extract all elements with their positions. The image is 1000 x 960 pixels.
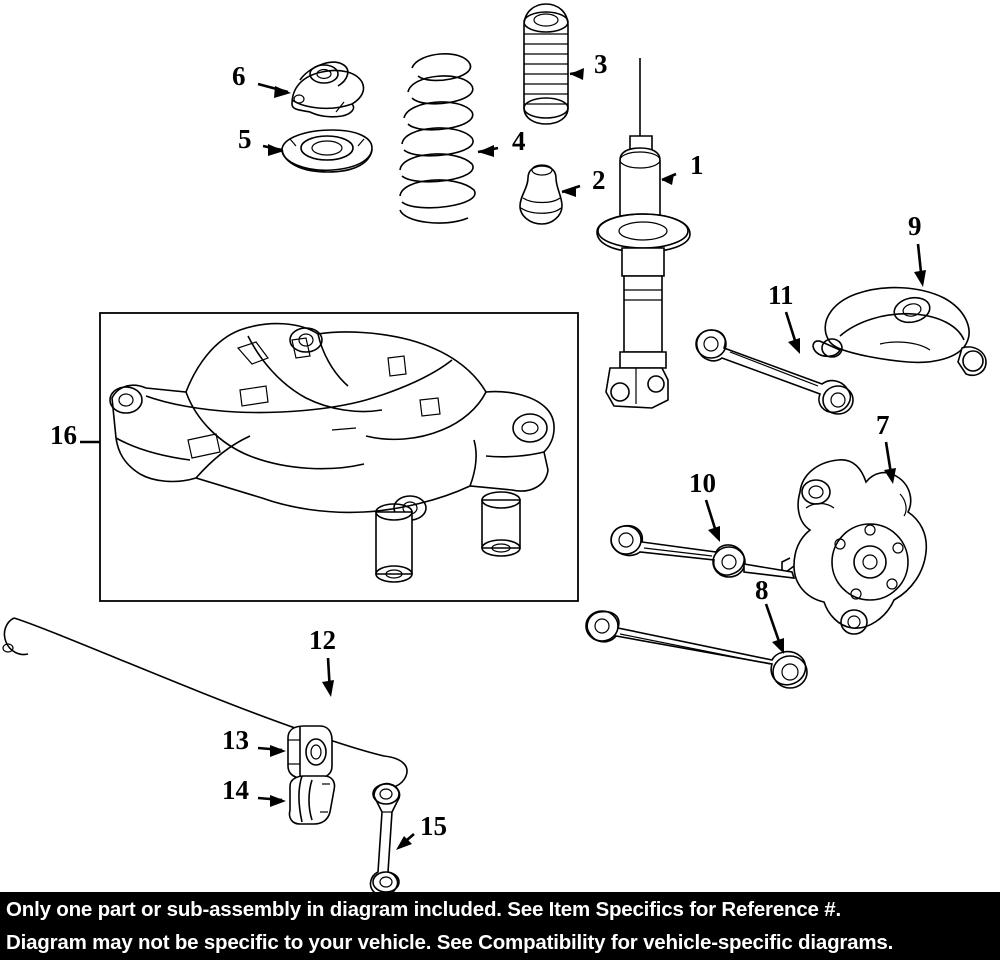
part-sway-bar-bracket [289, 776, 334, 824]
callout-11: 11 [768, 280, 794, 310]
part-dust-boot-cover [524, 4, 568, 124]
callout-7: 7 [876, 410, 890, 440]
callout-10: 10 [689, 468, 716, 498]
callout-14: 14 [222, 775, 249, 805]
part-stabilizer-link [371, 784, 400, 896]
part-stabilizer-sway-bar [3, 618, 407, 789]
footer-line-2: Diagram may not be specific to your vehicle. See Compatibility for vehicle-specific diagrams. [6, 931, 894, 954]
part-rear-knuckle [782, 460, 926, 634]
part-bump-stop-rubber [520, 165, 562, 224]
callout-12: 12 [309, 625, 336, 655]
footer-disclaimer-banner [0, 892, 1000, 960]
part-strut-shock-absorber [597, 58, 690, 408]
part-sway-bar-bushing [288, 726, 332, 778]
callout-4: 4 [512, 126, 526, 156]
callout-6: 6 [232, 61, 246, 91]
part-rear-subframe-crossmember [100, 313, 578, 601]
footer-line-1: Only one part or sub-assembly in diagram included. See Item Specifics for Reference #. [6, 898, 841, 921]
callout-15: 15 [420, 811, 447, 841]
callout-16: 16 [50, 420, 77, 450]
callout-2: 2 [592, 165, 606, 195]
callout-3: 3 [594, 49, 608, 79]
callout-8: 8 [755, 575, 769, 605]
part-spring-seat-lower [282, 130, 372, 172]
callout-1: 1 [690, 150, 704, 180]
part-upper-control-arm [813, 288, 986, 376]
part-coil-spring [400, 54, 475, 223]
part-strut-mount-upper [292, 62, 364, 117]
part-lateral-link-front [611, 526, 794, 578]
callout-13: 13 [222, 725, 249, 755]
callout-5: 5 [238, 124, 252, 154]
part-trailing-arm-lower [586, 611, 807, 688]
callout-9: 9 [908, 211, 922, 241]
